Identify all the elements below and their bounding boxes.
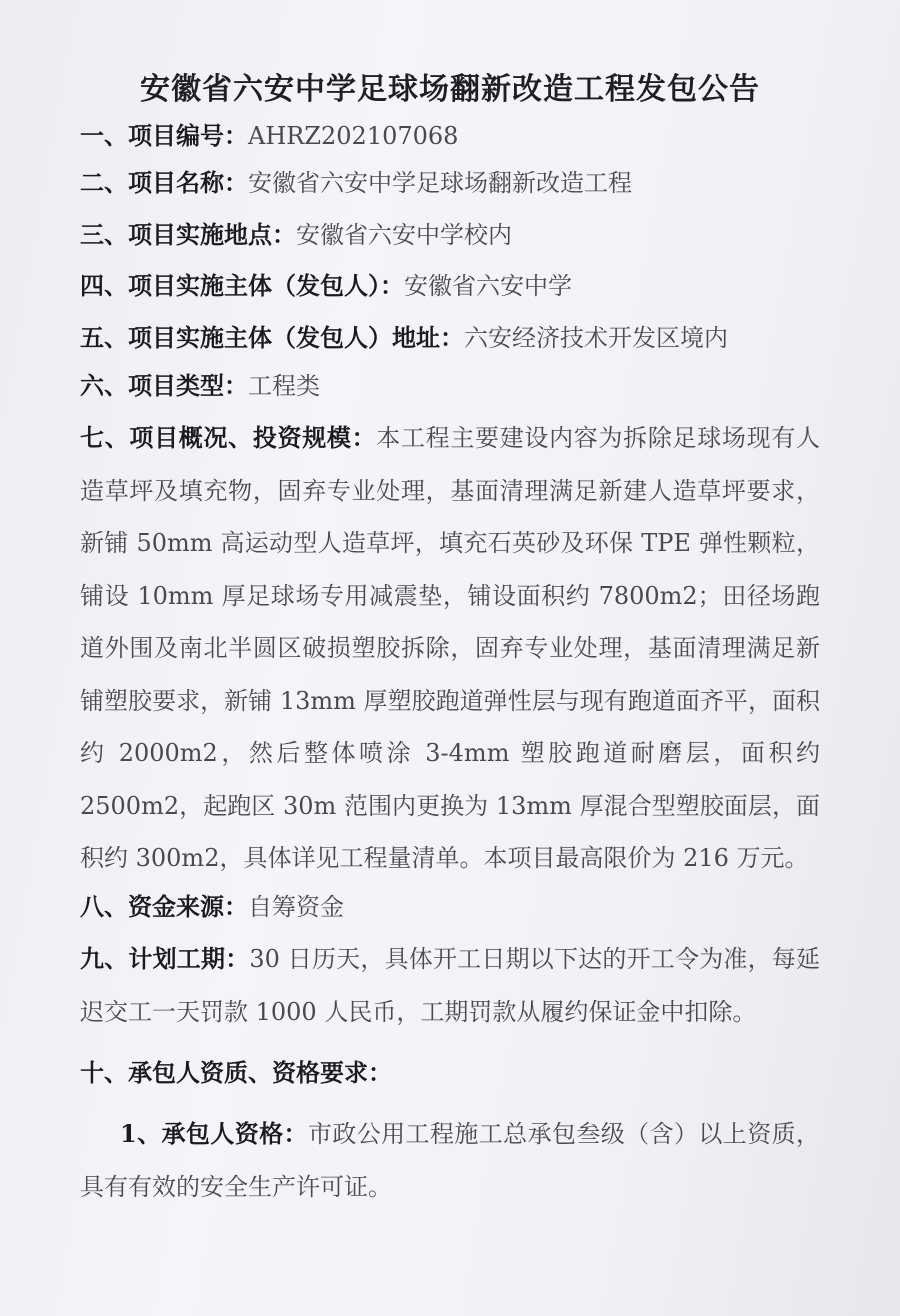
item-value: 安徽省六安中学校内 bbox=[296, 221, 512, 249]
requirement-text: 市政公用工程施工总承包叁级（含）以上资质，具有有效的安全生产许可证。 bbox=[80, 1120, 821, 1201]
item-funding-source bbox=[80, 887, 850, 927]
requirement-label: 1、承包人资格： bbox=[120, 1119, 308, 1148]
item-value: 工程类 bbox=[248, 372, 320, 400]
item-label: 六、项目类型： bbox=[80, 371, 248, 400]
schedule-text: 30 日历天，具体开工日期以下达的开工令为准，每延迟交工一天罚款 1000 人民币，工期罚款从履约保证金中扣除。 bbox=[80, 945, 820, 1026]
item-label: 一、项目编号： bbox=[80, 121, 248, 150]
item-project-owner bbox=[80, 266, 850, 306]
item-project-location bbox=[80, 215, 850, 255]
qualification-requirement bbox=[80, 1108, 820, 1213]
item-label: 四、项目实施主体（发包人）： bbox=[80, 271, 404, 300]
overview-label: 七、项目概况、投资规模： bbox=[80, 423, 377, 452]
item-value: 安徽省六安中学 bbox=[404, 272, 572, 300]
qualification-heading bbox=[80, 1053, 850, 1093]
item-value: 自筹资金 bbox=[248, 893, 344, 921]
document-title: 安徽省六安中学足球场翻新改造工程发包公告 bbox=[140, 72, 760, 107]
item-project-name bbox=[80, 163, 850, 203]
item-value: AHRZ202107068 bbox=[248, 122, 459, 150]
project-overview bbox=[80, 412, 820, 885]
item-owner-address bbox=[80, 318, 850, 358]
item-project-number bbox=[80, 116, 850, 156]
item-value: 安徽省六安中学足球场翻新改造工程 bbox=[248, 169, 632, 197]
project-schedule bbox=[80, 933, 820, 1038]
item-label: 八、资金来源： bbox=[80, 892, 248, 921]
item-label: 五、项目实施主体（发包人）地址： bbox=[80, 323, 464, 352]
heading-label: 十、承包人资质、资格要求： bbox=[80, 1058, 392, 1087]
overview-text: 本工程主要建设内容为拆除足球场现有人造草坪及填充物，固弃专业处理，基面清理满足新建人造草坪要求，新铺 50mm 高运动型人造草坪，填充石英砂及环保 TPE 弹性颗粒，铺设 10mm 厚足球场专用减震垫，铺设面积约 7800m2；田径场跑道外围及南北半圆区破损塑胶拆除，固弃专业处理，基面清理满足新铺塑胶要求，新铺 13mm 厚塑胶跑道弹性层与现有跑道面齐平，面积约 2000m2，然后整体喷涂 3-4mm 塑胶跑道耐磨层，面积约 2500m2，起跑区 30m 范围内更换为 13mm 厚混合型塑胶面层，面积约 300m2，具体详见工程量清单。本项目最高限价为 216 万元。 bbox=[80, 424, 821, 872]
item-label: 三、项目实施地点： bbox=[80, 220, 296, 249]
item-label: 二、项目名称： bbox=[80, 168, 248, 197]
item-value: 六安经济技术开发区境内 bbox=[464, 324, 728, 352]
item-project-type bbox=[80, 366, 850, 406]
schedule-label: 九、计划工期： bbox=[80, 944, 250, 973]
